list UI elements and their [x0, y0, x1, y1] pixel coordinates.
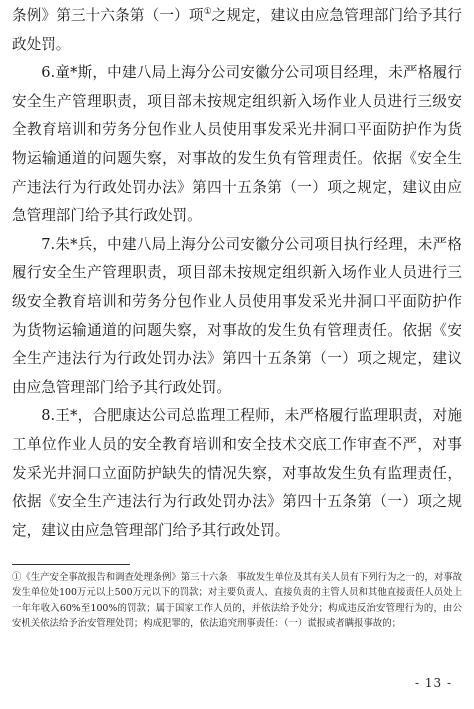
paragraph-text: 条例》第三十六条第（一）项 — [12, 7, 204, 24]
footnote-marker: ① — [203, 7, 212, 18]
paragraph-item-7: 7.朱*兵，中建八局上海分公司安徽分公司项目执行经理，未严格履行安全生产管理职责，项目部未按规定组织新入场作业人员进行三级安全教育培训和劳务分包作业人员使用事发采光井洞口平面防护作为货物运输通道的问题失察，对事故的发生负有管理责任。依据《安全生产违法行为行政处罚办法》第四十五条第（一）项之规定，建议由应急管理部门给予其行政处罚。 — [12, 235, 462, 396]
paragraph-item-8: 8.王*，合肥康达公司总监理工程师，未严格履行监理职责，对施工单位作业人员的安全教育培训和安全技术交底工作审查不严，对事发采光井洞口立面防护缺失的情况失察，对事故发生负有监理责任，依据《安全生产违法行为行政处罚办法》第四十五条第（一）项之规定，建议由应急管理部门给予其行政处罚。 — [12, 407, 462, 539]
page-number: - 13 - — [414, 676, 452, 690]
body-text — [12, 2, 462, 545]
paragraph-continuation — [12, 2, 462, 59]
footnote-divider — [12, 564, 130, 565]
paragraph-item-6: 6.童*斯，中建八局上海分公司安徽分公司项目经理，未严格履行安全生产管理职责，项目部未按规定组织新入场作业人员进行三级安全教育培训和劳务分包作业人员使用事发采光井洞口平面防护作为货物运输通道的问题失察，对事故的发生负有管理责任。依据《安全生产违法行为行政处罚办法》第四十五条第（一）项之规定，建议由应急管理部门给予其行政处罚。 — [12, 64, 462, 225]
footnote: ①《生产安全事故报告和调查处理条例》第三十六条 事故发生单位及其有关人员有下列行为之一的，对事故发生单位处100万元以上500万元以下的罚款；对主要负责人、直接负责的主管人员和其他直接责任人员处上一年年收入60%至100%的罚款；属于国家工作人员的，并依法给予处分；构成违反治安管理行为的，由公安机关依法给予治安管理处罚；构成犯罪的，依法追究刑事责任：（一）谎报或者瞒报事故的； — [12, 572, 463, 630]
paragraph-text-tail: 之规定，建议由应急管理部门给予其行政处罚。 — [12, 7, 462, 53]
